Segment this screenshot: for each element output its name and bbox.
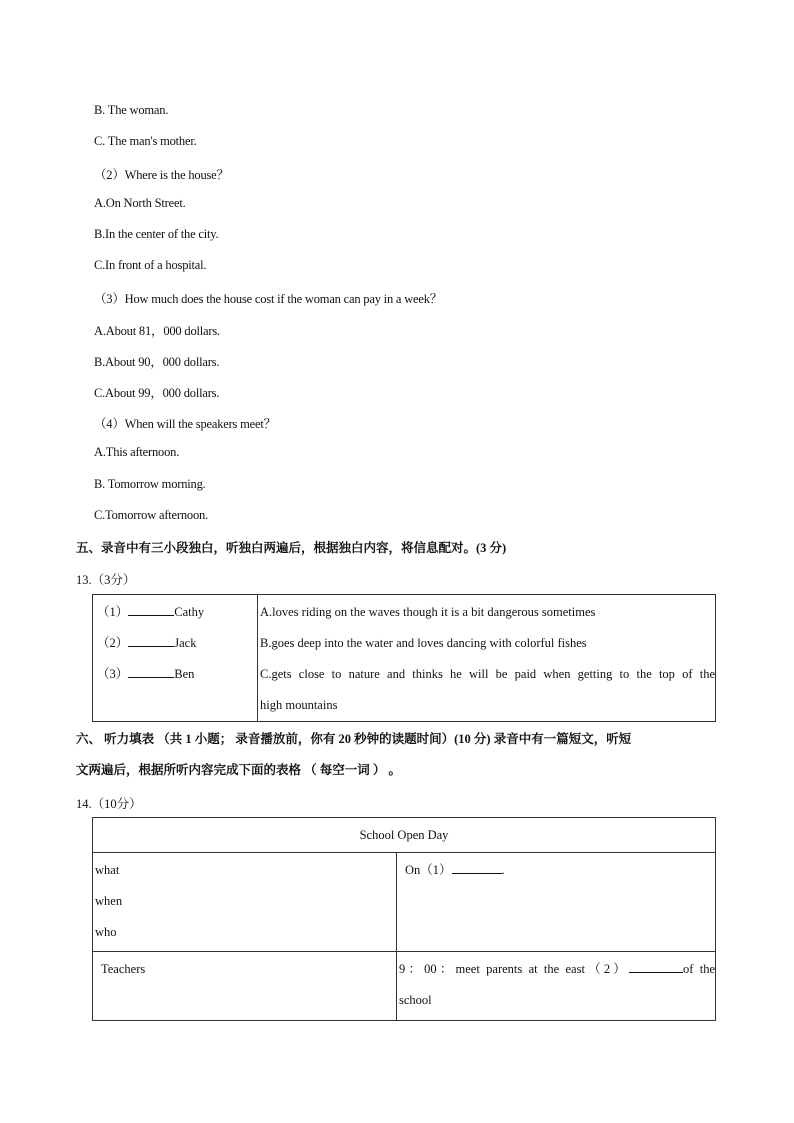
section6-title	[76, 724, 718, 786]
person-name: Cathy	[174, 605, 205, 619]
q12-sub3-stem: （3）How much does the house cost if the woman can pay in a week？	[94, 292, 443, 306]
label-who: who	[95, 925, 117, 939]
section6-title-line2: 文两遍后，根据所听内容完成下面的表格 （ 每空一词 ） 。	[76, 763, 402, 777]
q12-sub4-option-b: B. Tomorrow morning.	[94, 477, 206, 491]
q12-sub4-stem: （4）When will the speakers meet？	[94, 417, 276, 431]
answer-1-suffix: .	[501, 863, 505, 877]
q12-sub3-option-a: A.About 81，000 dollars.	[94, 324, 220, 338]
q12-option-c: C. The man's mother.	[94, 134, 197, 148]
row1-right-cell	[397, 853, 716, 952]
row2-right-cell	[397, 952, 716, 1021]
q12-sub2-stem: （2）Where is the house？	[94, 168, 229, 182]
answer-blank-2[interactable]	[629, 956, 683, 973]
label-teachers: Teachers	[101, 962, 146, 976]
answer-blank[interactable]	[128, 630, 174, 647]
answer-blank[interactable]	[128, 661, 174, 678]
person-name: Jack	[174, 636, 197, 650]
answer-2-prefix: 9：00：meet parents at the east（2）	[399, 962, 629, 976]
description-a: A.loves riding on the waves though it is a bit dangerous sometimes	[260, 605, 596, 619]
person-number: （2）	[97, 636, 129, 650]
q12-sub2-option-b: B.In the center of the city.	[94, 227, 219, 241]
answer-line-2	[399, 954, 715, 985]
person-row	[97, 628, 257, 659]
person-row	[97, 659, 257, 690]
fill-in-table	[92, 817, 716, 1021]
description-b: B.goes deep into the water and loves dancing with colorful fishes	[260, 636, 587, 650]
q13-number: 13.（3分）	[76, 573, 136, 587]
table-header: School Open Day	[93, 818, 716, 853]
person-number: （3）	[97, 667, 129, 681]
q12-sub2-option-a: A.On North Street.	[94, 196, 186, 210]
description-c-continued: high mountains	[260, 698, 338, 712]
q12-sub2-option-c: C.In front of a hospital.	[94, 258, 207, 272]
matching-table	[92, 594, 716, 722]
answer-line-2-continued: school	[399, 993, 432, 1007]
section6-title-line1: 六、 听力填表 （共 1 小题； 录音播放前，你有 20 秒钟的读题时间）(10 分) 录音中有一篇短文，听短	[76, 732, 632, 746]
person-row	[97, 597, 257, 628]
q12-sub3-option-b: B.About 90，000 dollars.	[94, 355, 220, 369]
answer-line-1	[405, 855, 715, 886]
label-what: what	[95, 863, 120, 877]
q12-sub3-option-c: C.About 99，000 dollars.	[94, 386, 220, 400]
answer-1-prefix: On（1）	[405, 863, 452, 877]
q12-option-b: B. The woman.	[94, 103, 169, 117]
answer-blank-1[interactable]	[452, 857, 502, 874]
person-number: （1）	[97, 605, 129, 619]
q12-sub4-option-c: C.Tomorrow afternoon.	[94, 508, 208, 522]
answer-2-suffix: of the	[682, 962, 715, 976]
people-column	[93, 595, 258, 722]
person-name: Ben	[174, 667, 195, 681]
description-c: C.gets close to nature and thinks he will be paid when getting to the top of the	[260, 667, 715, 681]
q14-number: 14.（10分）	[76, 797, 142, 811]
row2-left-cell	[93, 952, 397, 1021]
label-when: when	[95, 894, 123, 908]
row1-left-cell	[93, 853, 397, 952]
section5-title: 五、录音中有三小段独白，听独白两遍后，根据独白内容，将信息配对。(3 分)	[76, 541, 507, 555]
descriptions-column	[258, 595, 716, 722]
answer-blank[interactable]	[128, 599, 174, 616]
q12-sub4-option-a: A.This afternoon.	[94, 445, 180, 459]
